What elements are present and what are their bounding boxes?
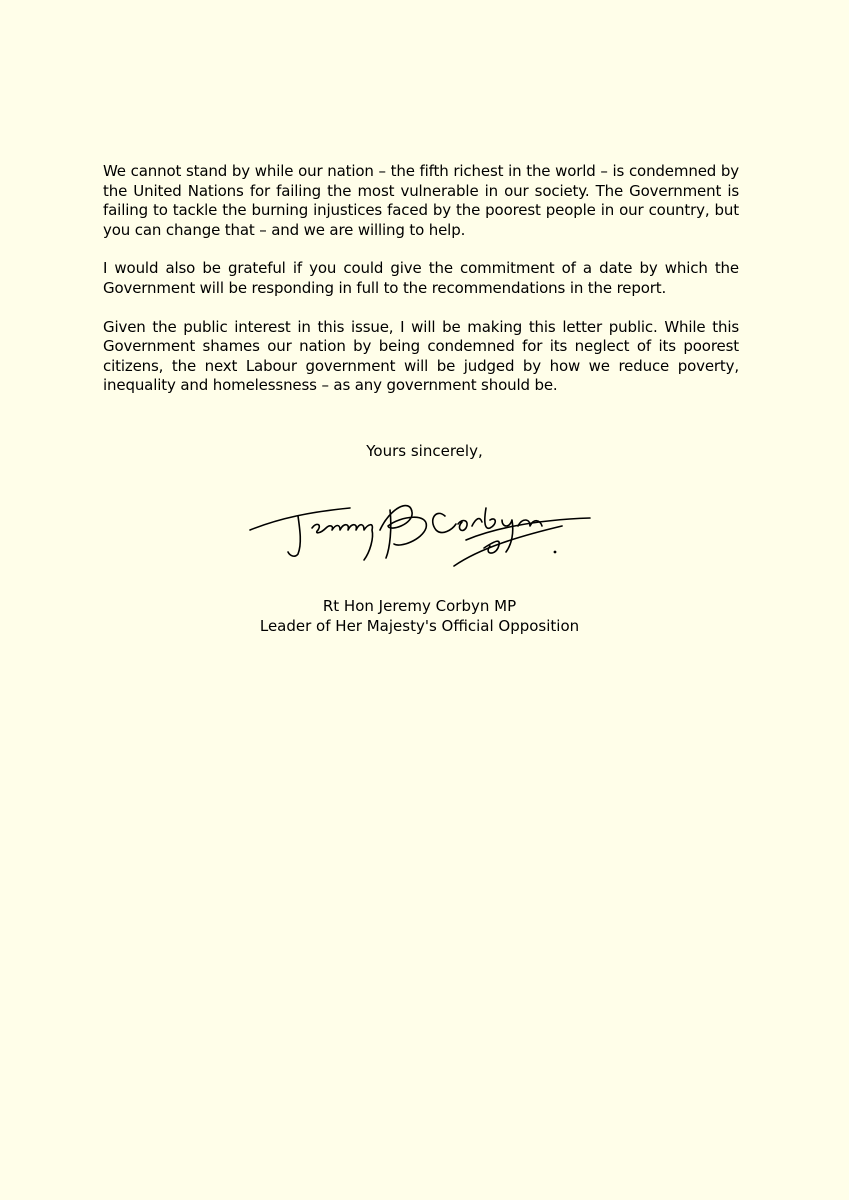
- closing-salutation: Yours sincerely,: [366, 442, 483, 460]
- paragraph-un-condemnation: We cannot stand by while our nation – the fifth richest in the world – is condemned by the United Nations for failing the most vulnerable in our society. The Government is failing to tackle the burning injustices faced by the poorest people in our country, but you can change that – and we are willing to help.: [103, 162, 739, 239]
- handwritten-signature: [240, 478, 600, 578]
- paragraph-public-interest: Given the public interest in this issue, I will be making this letter public. While this Government shames our nation by being condemned for its neglect of its poorest citizens, the next Labour government will be judged by how we reduce poverty, inequality and homelessness – as any government should be.: [103, 317, 739, 395]
- signatory-name: Rt Hon Jeremy Corbyn MP: [322, 597, 517, 615]
- signatory-title: Leader of Her Majesty's Official Opposition: [259, 617, 580, 635]
- signatory-block: [0, 596, 839, 636]
- paragraph-commitment-date: I would also be grateful if you could give the commitment of a date by which the Government will be responding in full to the recommendations in the report.: [103, 259, 739, 297]
- letter-body: [103, 162, 739, 415]
